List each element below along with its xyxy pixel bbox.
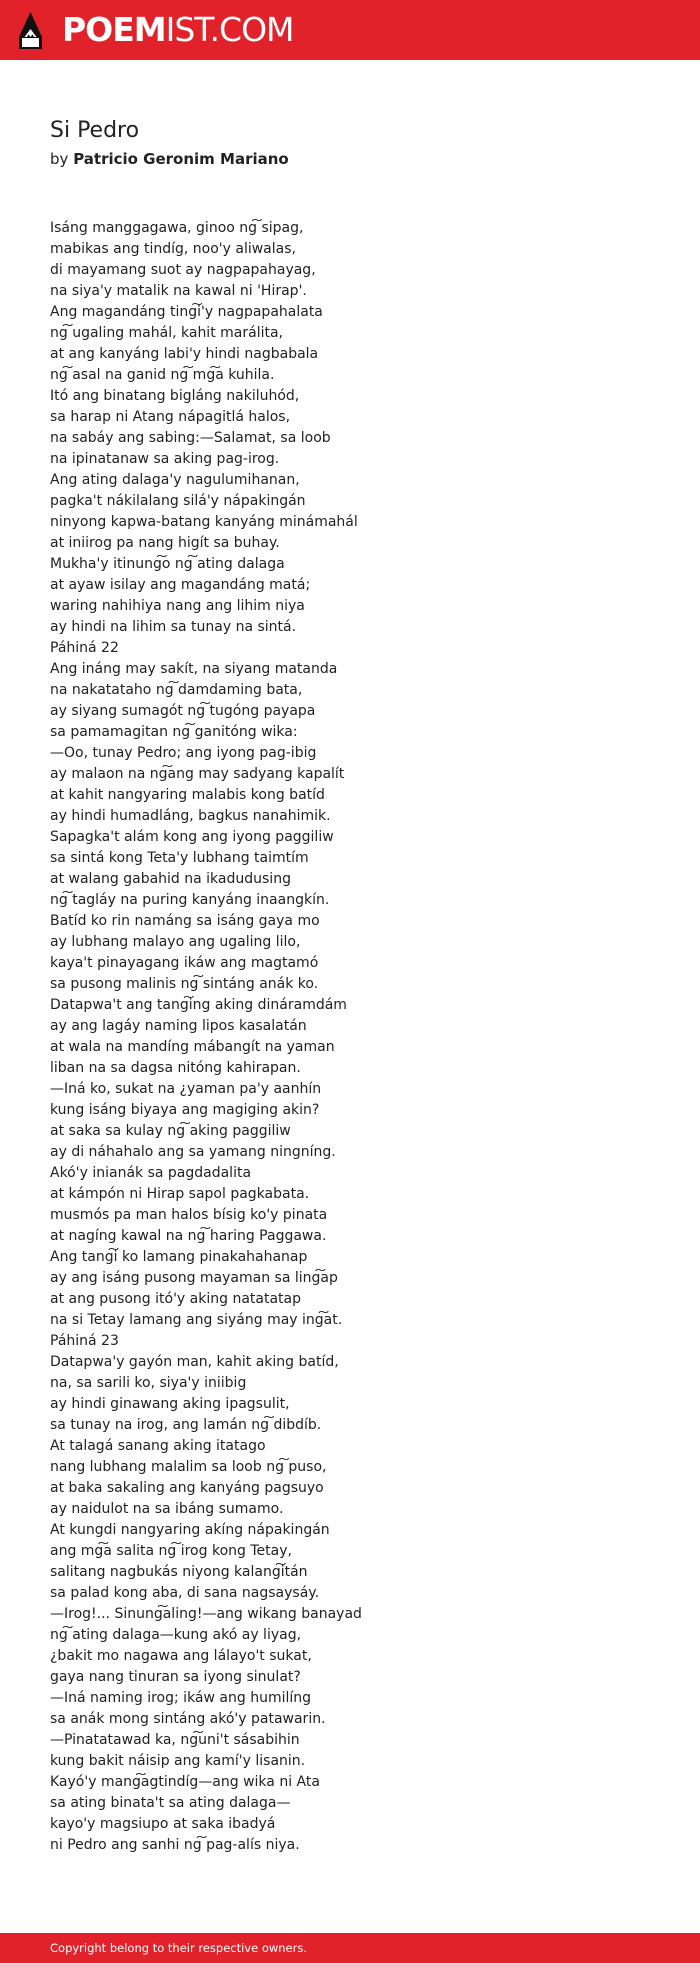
poem-line: ni Pedro ang sanhi ng͠ pag-alís niya. — [50, 1837, 300, 1853]
logo-light-part: IST.COM — [165, 10, 294, 49]
poem-line: ¿bakit mo nagawa ang lálayo't sukat, — [50, 1648, 312, 1664]
poem-line: ng͠ ugaling mahál, kahit marálita, — [50, 325, 283, 341]
poem-line: na nakatataho ng͠ damdaming bata, — [50, 682, 303, 698]
pen-nib-icon[interactable] — [18, 11, 43, 51]
poem-line: Isáng manggagawa, ginoo ng͠ sipag, — [50, 220, 304, 236]
poem-line: at baka sakaling ang kanyáng pagsuyo — [50, 1480, 324, 1496]
poem-line: kung bakit náisip ang kamí'y lisanin. — [50, 1753, 306, 1769]
byline — [50, 149, 289, 169]
poem-line: Datapwa't ang tang͠ing aking dináramdám — [50, 997, 347, 1013]
poem-line: ninyong kapwa-batang kanyáng minámahál — [50, 514, 358, 530]
poem-line: waring nahihiya nang ang lihim niya — [50, 598, 305, 614]
poem-line: na sabáy ang sabing:—Salamat, sa loob — [50, 430, 331, 446]
poem-line: at wala na mandíng mábangít na yaman — [50, 1039, 335, 1055]
poem-line: sa palad kong aba, di sana nagsaysáy. — [50, 1585, 320, 1601]
poem-line: Mukha'y itinung͠o ng͠ ating dalaga — [50, 556, 285, 572]
poem-line: Ang ináng may sakít, na siyang matanda — [50, 661, 338, 677]
poem-body — [50, 218, 670, 1856]
poem-line: ang mg͠a salita ng͠ irog kong Tetay, — [50, 1543, 292, 1559]
poem-line: di mayamang suot ay nagpapahayag, — [50, 262, 316, 278]
poem-line: Páhiná 22 — [50, 640, 119, 656]
site-header — [0, 0, 700, 60]
poem-line: na si Tetay lamang ang siyáng may ing͠at. — [50, 1312, 343, 1328]
poem-line: mabikas ang tindíg, noo'y aliwalas, — [50, 241, 296, 257]
poem-line: ay malaon na ng͠ang may sadyang kapalít — [50, 766, 345, 782]
poem-line: —Iná ko, sukat na ¿yaman pa'y aanhín — [50, 1081, 322, 1097]
by-label: by — [50, 150, 69, 168]
poem-line: at ayaw isilay ang magandáng matá; — [50, 577, 311, 593]
poem-line: —Iná naming irog; ikáw ang humilíng — [50, 1690, 312, 1706]
poem-line: salitang nagbukás niyong kalang͠itán — [50, 1564, 308, 1580]
poem-line: Ang ating dalaga'y nagulumihanan, — [50, 472, 300, 488]
poem-line: at kámpón ni Hirap sapol pagkabata. — [50, 1186, 310, 1202]
logo-bold-part: POEM — [62, 10, 166, 49]
poem-line: at ang pusong itó'y aking natatatap — [50, 1291, 301, 1307]
poem-line: pagka't nákilalang silá'y nápakingán — [50, 493, 306, 509]
poem-line: ay lubhang malayo ang ugaling lilo, — [50, 934, 301, 950]
poem-line: At talagá sanang aking itatago — [50, 1438, 266, 1454]
poem-line: at kahit nangyaring malabis kong batíd — [50, 787, 325, 803]
poem-line: Ang tang͠i ko lamang pinakahahanap — [50, 1249, 308, 1265]
poem-line: musmós pa man halos bísig ko'y pinata — [50, 1207, 328, 1223]
copyright-text: Copyright belong to their respective owners. — [50, 1941, 308, 1955]
poem-line: sa anák mong sintáng akó'y patawarin. — [50, 1711, 326, 1727]
poem-line: —Oo, tunay Pedro; ang iyong pag-ibig — [50, 745, 317, 761]
poem-line: sa ating binata't sa ating dalaga— — [50, 1795, 291, 1811]
poem-line: Ang magandáng ting͠i'y nagpapahalata — [50, 304, 323, 320]
poem-line: at walang gabahid na ikadudusing — [50, 871, 291, 887]
author-name: Patricio Geronim Mariano — [73, 150, 289, 168]
poem-line: na ipinatanaw sa aking pag-irog. — [50, 451, 280, 467]
poem-line: —Irog!... Sinung͠aling!—ang wikang banayad — [50, 1606, 362, 1622]
poem-line: na siya'y matalik na kawal ni 'Hirap'. — [50, 283, 307, 299]
poem-line: kung isáng biyaya ang magiging akin? — [50, 1102, 320, 1118]
poem-line: at ang kanyáng labi'y hindi nagbabala — [50, 346, 319, 362]
site-footer — [0, 1933, 700, 1963]
poem-line: Páhiná 23 — [50, 1333, 119, 1349]
poem-line: ay ang isáng pusong mayaman sa ling͠ap — [50, 1270, 338, 1286]
poem-line: ng͠ asal na ganid ng͠ mg͠a kuhila. — [50, 367, 275, 383]
poem-line: Kayó'y mang͠agtindíg—ang wika ni Ata — [50, 1774, 320, 1790]
poem-line: ay naidulot na sa ibáng sumamo. — [50, 1501, 284, 1517]
poem-line: Datapwa'y gayón man, kahit aking batíd, — [50, 1354, 339, 1370]
poem-line: —Pinatatawad ka, ng͠uni't sásabihin — [50, 1732, 300, 1748]
site-logo[interactable] — [62, 8, 294, 52]
poem-line: ay hindi ginawang aking ipagsulit, — [50, 1396, 290, 1412]
poem-title: Si Pedro — [50, 118, 140, 143]
poem-line: Akó'y inianák sa pagdadalita — [50, 1165, 252, 1181]
poem-line: at iniirog pa nang higít sa buhay. — [50, 535, 280, 551]
poem-line: Itó ang binatang bigláng nakiluhód, — [50, 388, 300, 404]
poem-line: ay ang lagáy naming lipos kasalatán — [50, 1018, 307, 1034]
poem-line: sa harap ni Atang nápagitlá halos, — [50, 409, 291, 425]
poem-line: sa sintá kong Teta'y lubhang taimtím — [50, 850, 309, 866]
poem-line: nang lubhang malalim sa loob ng͠ puso, — [50, 1459, 327, 1475]
poem-line: Batíd ko rin namáng sa isáng gaya mo — [50, 913, 320, 929]
poem-line: ng͠ ating dalaga—kung akó ay liyag, — [50, 1627, 302, 1643]
poem-line: gaya nang tinuran sa iyong sinulat? — [50, 1669, 301, 1685]
poem-line: at saka sa kulay ng͠ aking paggiliw — [50, 1123, 291, 1139]
poem-line: sa pusong malinis ng͠ sintáng anák ko. — [50, 976, 319, 992]
poem-line: kaya't pinayagang ikáw ang magtamó — [50, 955, 319, 971]
poem-line: at nagíng kawal na ng͠ haring Paggawa. — [50, 1228, 327, 1244]
poem-line: ay hindi na lihim sa tunay na sintá. — [50, 619, 297, 635]
poem-line: sa pamamagitan ng͠ ganitóng wika: — [50, 724, 298, 740]
poem-line: ay hindi humadláng, bagkus nanahimik. — [50, 808, 331, 824]
poem-line: sa tunay na irog, ang lamán ng͠ dibdíb. — [50, 1417, 322, 1433]
poem-line: liban na sa dagsa nitóng kahirapan. — [50, 1060, 301, 1076]
poem-line: ng͠ tagláy na puring kanyáng inaangkín. — [50, 892, 330, 908]
poem-line: At kungdi nangyaring akíng nápakingán — [50, 1522, 330, 1538]
poem-line: kayo'y magsiupo at saka ibadyá — [50, 1816, 276, 1832]
poem-line: Sapagka't alám kong ang iyong paggiliw — [50, 829, 334, 845]
poem-line: ay siyang sumagót ng͠ tugóng payapa — [50, 703, 316, 719]
poem-line: na, sa sarili ko, siya'y iniibig — [50, 1375, 247, 1391]
poem-line: ay di náhahalo ang sa yamang ningníng. — [50, 1144, 336, 1160]
